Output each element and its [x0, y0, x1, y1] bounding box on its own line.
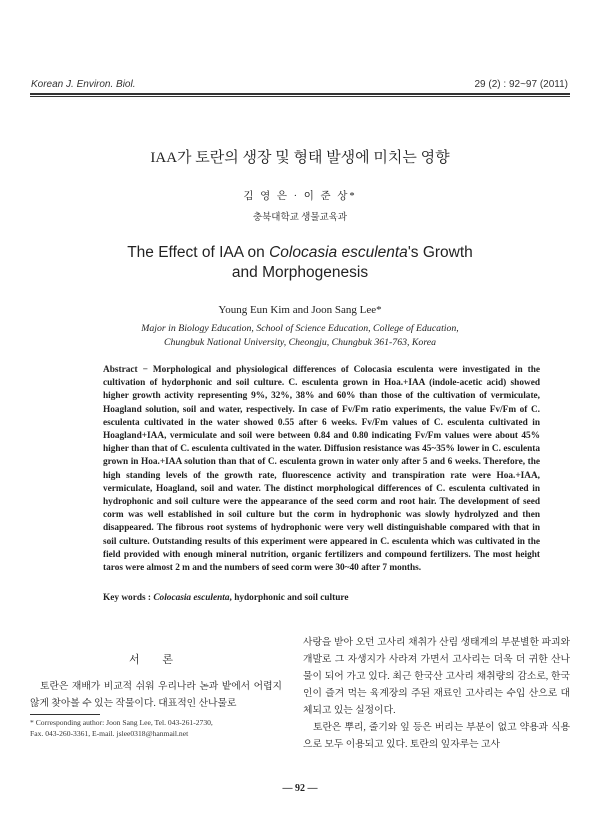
footnote-line2: Fax. 043-260-3361, E-mail. jslee0318@hanmail.net: [30, 728, 189, 738]
korean-authors: 김 영 은 · 이 준 상*: [243, 191, 357, 202]
volume-pages: 29 (2) : 92~97 (2011): [474, 79, 568, 90]
english-authors: Young Eun Kim and Joon Sang Lee*: [218, 304, 382, 316]
english-title-line2: and Morphogenesis: [231, 264, 369, 281]
korean-title: IAA가 토란의 생장 및 형태 발생에 미치는 영향: [150, 150, 450, 166]
intro-paragraph-3: 토란은 뿌리, 줄기와 잎 등은 버리는 부분이 없고 약용과 식용으로 모두 이용되고 있다. 토란의 잎자루는 고사: [303, 722, 570, 750]
page-number: — 92 —: [282, 783, 318, 794]
english-affiliation: [0, 322, 600, 350]
english-title-post: 's Growth: [407, 244, 473, 261]
section-title-introduction: 서 론: [128, 654, 183, 666]
affiliation-line2: Chungbuk National University, Cheongju, Chungbuk 361-763, Korea: [163, 337, 437, 348]
intro-paragraph-1: 토란은 재배가 비교적 쉬워 우리나라 논과 밭에서 어렵지 않게 찾아볼 수 있는 작물이다. 대표적인 산나물로: [30, 681, 282, 709]
affiliation-line1: Major in Biology Education, School of Science Education, College of Education,: [141, 323, 459, 334]
header-rule-thin: [30, 96, 570, 97]
keywords: [103, 593, 540, 603]
intro-right-column: [303, 634, 570, 753]
footnote-rule: [30, 714, 100, 715]
abstract-text: Abstract − Morphological and physiological differences of Colocasia esculenta were investigated in the cultivation of hydorphonic and soil culture. C. esculenta grown in Hoa.+IAA (indole-acetic acid) showed higher growth activity representing 9%, 32%, 38% and 60% than those of the cultivation of vermiculate, Hoagland solution, soil and water, respectively. In case of Fv/Fm ratio experiments, the value Fv/Fm of C. esculenta cultivated in the water showed 0.55 after 6 weeks. Fv/Fm values of C. esculenta cultivated in Hoagland+IAA, vermiculate and soil were between 0.84 and 0.80 indicating Fv/Fm values were about 45% higher than that of C. esculenta cultivated in the water. Diffusion resistance was 45~35% lower in C. esculenta grown in Hoa.+IAA solution than that of C. esculenta grown in water only after 5 and 6 weeks. Therefore, the high standing levels of the growth rate, fluorescence activity and transpiration rate were Hoa.+IAA, vermiculate, Hoagland, soil and water. The distinct morphological differences of C. esculenta cultivated in hydrophonic and soil culture were the appearance of the seed corm and root hair. The development of seed corm was well established in soil culture but the corm in hydrophonic was slowly hydrolyzed and then disappeared. The fibrous root systems of hydrophonic were very well distinguishable compared with that in soil culture. Outstanding results of this experiment were appeared in C. esculenta which was cultivated in the field provided with enough mineral nutrition, organic fertilizers and compound fertilizers. The most height taros were almost 2 m and the numbers of seed corm were 30~40 after 7 months.: [103, 365, 540, 574]
keywords-rest: , hydorphonic and soil culture: [229, 593, 349, 603]
english-title-species: Colocasia esculenta: [269, 244, 408, 261]
intro-left-column: [30, 678, 282, 712]
abstract: [103, 364, 540, 575]
running-header: [30, 79, 570, 93]
english-title-pre: The Effect of IAA on: [127, 244, 270, 261]
journal-name: Korean J. Environ. Biol.: [31, 79, 136, 90]
header-rule-thick: [30, 93, 570, 95]
keywords-species: Colocasia esculenta: [153, 593, 230, 603]
korean-affiliation: 충북대학교 생물교육과: [252, 213, 348, 223]
corresponding-author-footnote: [30, 718, 290, 739]
english-title: [0, 243, 600, 283]
intro-paragraph-2: 사랑을 받아 오던 고사리 채취가 산림 생태계의 부분별한 파괴와 개발로 그 자생지가 사라져 가면서 고사리는 더욱 더 귀한 산나물이 되어 가고 있다. 최근 한국산 고사리 채취량의 감소로, 한국인이 즐겨 먹는 육계장의 주된 재료인 고사리는 수입 산으로 대체되고 있는 실정이다.: [303, 637, 570, 716]
keywords-label: Key words :: [103, 593, 154, 603]
footnote-line1: * Corresponding author: Joon Sang Lee, Tel. 043-261-2730,: [30, 718, 213, 727]
